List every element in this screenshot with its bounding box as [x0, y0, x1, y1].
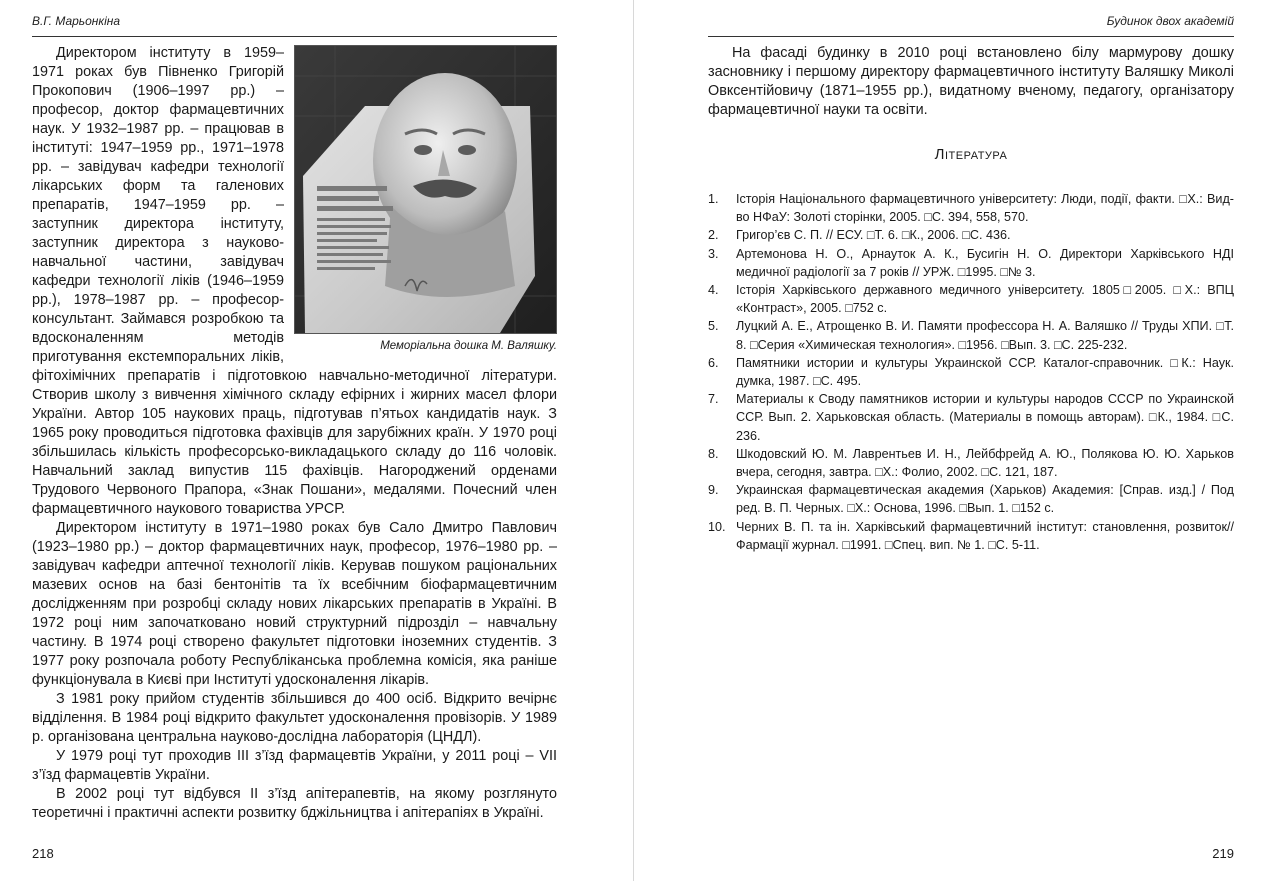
reference-text: Материалы к Своду памятников истории и культуры народов СССР по Украинской ССР. Вып. 2. Харьковская область. (Материалы в помощь авторам). □К., 1984. □С. 236. — [736, 392, 1234, 443]
reference-number: 6. — [708, 355, 719, 370]
literature-heading: Література — [934, 146, 1008, 163]
reference-text: Шкодовский Ю. М. Лаврентьев И. Н., Лейбфрейд А. Ю., Полякова Ю. Ю. Харьков вчера, сегодня, завтра. □Х.: Фолио, 2002. □С. 121, 187. — [736, 446, 1234, 480]
right-page-number: 219 — [1212, 846, 1234, 861]
paragraph-5: В 2002 році тут відбувся II з’їзд апітерапевтів, на якому розглянуто теоретичні і практичні аспекти розвитку бджільництва і апітерапіях в Україні. — [32, 786, 557, 821]
reference-number: 5. — [708, 319, 719, 334]
plaque-photo — [294, 45, 557, 334]
reference-text: Черних В. П. та ін. Харківський фармацевтичний інститут: становлення, розвиток// Фармації журнал. □1991. □Спец. вип. № 1. □С. 5-11. — [736, 519, 1234, 552]
reference-item — [708, 445, 1234, 481]
paragraph-3: З 1981 року прийом студентів збільшився до 400 осіб. Відкрито вечірнє відділення. В 1984 році відкрито факультет удосконалення провізорів. У 1989 р. організована центральна науково-дослідна лабораторія (ЦНДЛ). — [32, 691, 557, 745]
figure-caption: Меморіальна дошка М. Валяшку. — [380, 340, 557, 352]
right-page — [634, 0, 1267, 881]
reference-item — [708, 390, 1234, 445]
reference-item — [708, 518, 1234, 554]
reference-item — [708, 354, 1234, 390]
left-running-head: В.Г. Марьонкіна — [32, 14, 121, 28]
reference-text: Памятники истории и культуры Украинской ССР. Каталог-справочник. □К.: Наук. думка, 1987. □С. 495. — [736, 355, 1234, 389]
plaque-figure — [294, 45, 557, 353]
reference-text: Украинская фармацевтическая академия (Харьков) Академия: [Справ. изд.] / Под ред. В. П. Черных. □Х.: Основа, 1996. □Вып. 1. □152 с. — [736, 483, 1234, 516]
paragraph-2: Директором інституту в 1971–1980 роках був Сало Дмитро Павлович (1923–1980 рр.) – доктор фармацевтичних наук, професор, 1976–1980 рр. – завідувач кафедри аптечної технології ліків. Керував пошуком раціональних мазевих основ на базі бентонітів та їх всебічним біофармацевтичним дослідженням при розробці складу нових лікарських препаратів в Україні. В 1972 році ним започатковано новий структурний підрозділ – навчальну частину. В 1974 році створено факультет підготовки іноземних студентів. З 1977 року розпочала роботу Республіканська проблемна комісія, яка раніше функціонувала в Києві при Інституті удосконалення лікарів. — [32, 520, 557, 688]
reference-number: 1. — [708, 192, 719, 206]
paragraph-1-text: Директором інституту в 1959–1971 роках був Півненко Григорій Прокопович (1906–1997 рр.) – професор, доктор фармацевтичних наук. У 1932–1987 рр. – працював в інституті: 1947–1959 рр., 1971–1978 рр. – завідувач кафедри технології лікарських форм та галенових препаратів, 1947–1959 рр. – заступник директора інституту, заступник директора з науково-навчальної частини, завідувач кафедри технології ліків (1946–1959 рр.), 1978–1987 рр. – професор-консультант. Займався розробкою та вдосконаленням методів приготування екстемпоральних ліків, фітохімічних препаратів і підготовкою навчально-методичної літератури. Створив школу з вивчення хімічного складу ефірних і жирних масел флори України. Автор 105 наукових праць, підготував п’ятьох кандидатів наук. З 1965 року проводиться підготовка фахівців для зарубіжних країн. У 1970 році збільшилась кількість професорсько-викладацького складу до 116 чоловік. Навчальний заклад випустив 115 фахівців. Нагороджений орденами Трудового Червоного Прапора, «Знак Пошани», медалями. Почесний член фармацевтичного наукового товариства УРСР. — [32, 45, 557, 517]
reference-text: Історія Національного фармацевтичного університету: Люди, події, факти. □Х.: Вид-во НФаУ: Золоті сторінки, 2005. □С. 394, 558, 570. — [736, 192, 1234, 225]
left-header-rule — [32, 36, 557, 37]
reference-number: 4. — [708, 283, 719, 298]
reference-text: Луцкий А. Е., Атрощенко В. И. Памяти профессора Н. А. Валяшко // Труды ХПИ. □Т. 8. □Серия «Химическая технология». □1956. □Вып. 3. □С. 225-232. — [736, 319, 1234, 352]
reference-number: 3. — [708, 246, 719, 261]
right-body-text — [708, 44, 1234, 120]
right-header-rule — [708, 36, 1234, 37]
reference-number: 2. — [708, 228, 719, 243]
plaque-image — [295, 46, 556, 333]
reference-text: Історія Харківського державного медичного університету. 1805□2005. □Х.: ВПЦ «Контраст», 2005. □752 с. — [736, 283, 1234, 316]
reference-text: Артемонова Н. О., Арнауток А. К., Бусигін Н. О. Директори Харківського НДІ медичної радіології за 7 років // УРЖ. □1995. □№ 3. — [736, 246, 1234, 279]
bronze-bust — [373, 73, 517, 297]
reference-item — [708, 317, 1234, 353]
paragraph-4: У 1979 році тут проходив III з’їзд фармацевтів України, у 2011 році – VII з’їзд фармацевтів України. — [32, 748, 557, 783]
right-running-head: Будинок двох академій — [1106, 14, 1234, 28]
reference-item — [708, 190, 1234, 226]
reference-list — [708, 190, 1234, 554]
reference-text: Григор’єв С. П. // ЕСУ. □Т. 6. □К., 2006. □С. 436. — [736, 228, 1011, 243]
reference-number: 8. — [708, 446, 719, 461]
reference-number: 9. — [708, 483, 719, 498]
reference-item — [708, 226, 1234, 244]
reference-item — [708, 281, 1234, 317]
paragraph-1 — [32, 44, 557, 519]
reference-item — [708, 245, 1234, 281]
left-page-number: 218 — [32, 846, 54, 861]
intro-paragraph: На фасаді будинку в 2010 році встановлено білу мармурову дошку засновнику і першому директору фармацевтичного інституту Валяшку Миколі Овксентійовичу (1871–1955 рр.), видатному вченому, педагогу, організатору фармацевтичної науки та освіти. — [708, 45, 1234, 118]
reference-number: 7. — [708, 392, 719, 407]
reference-number: 10. — [708, 519, 726, 534]
left-body-text — [32, 44, 557, 823]
reference-item — [708, 481, 1234, 517]
